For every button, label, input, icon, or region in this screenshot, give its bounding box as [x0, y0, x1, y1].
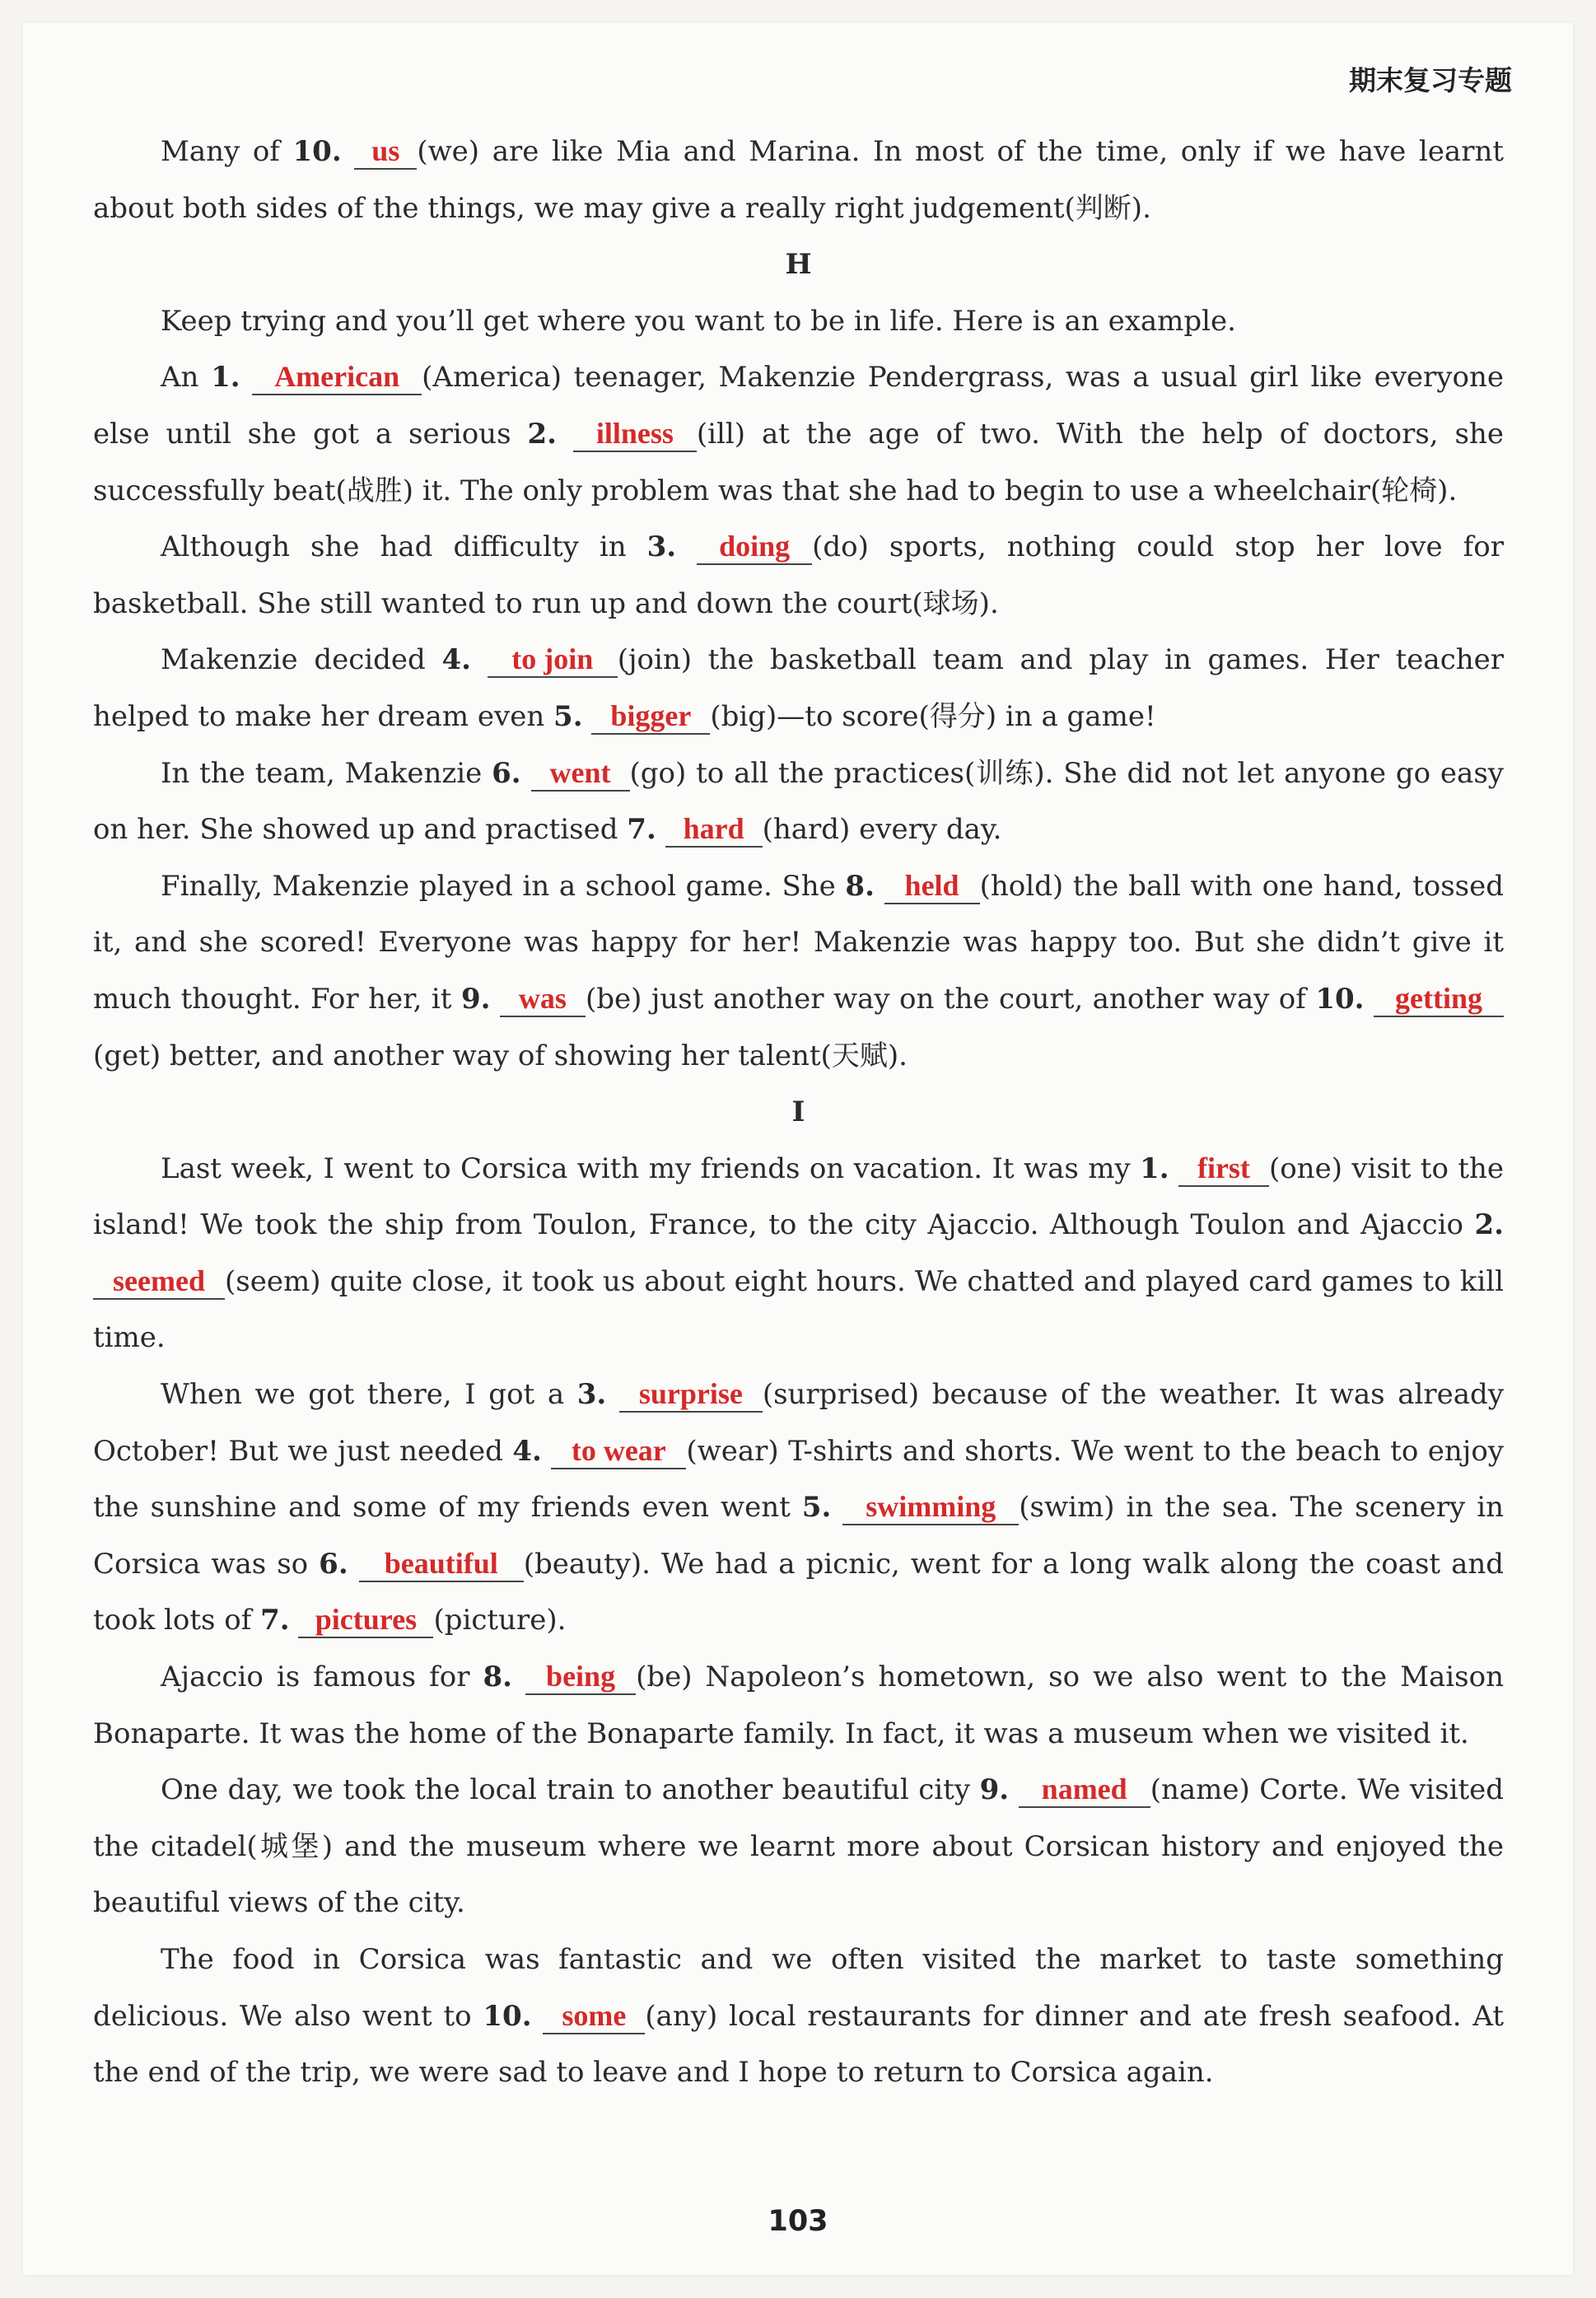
question-number: 6.	[492, 756, 521, 790]
page-number: 103	[768, 2205, 828, 2238]
answer-blank	[1019, 1773, 1150, 1808]
answer-text: was	[518, 981, 567, 1015]
answer-blank	[93, 1264, 225, 1300]
answer-text: getting	[1395, 981, 1482, 1015]
paragraph: Makenzie decided 4. to join (join) the basketball team and play in games. Her teacher helped to make her dream even 5. bigger (big)—to score(得分) in a game!	[93, 642, 1505, 733]
question-number: 5.	[801, 1491, 832, 1525]
answer-blank	[1374, 982, 1504, 1017]
answer-text: American	[274, 360, 400, 394]
question-number: 9.	[979, 1773, 1010, 1807]
question-number: 7.	[627, 813, 656, 847]
paragraph: Last week, I went to Corsica with my friends on vacation. It was my 1. first (one) visit to the island! We took the ship from Toulon, France, to the city Ajaccio. Although Toulon and Ajaccio 2. seemed (seem) quite close, it took us about eight hours. We chatted and played card games to kill time.	[93, 1151, 1505, 1355]
answer-text: doing	[719, 530, 791, 563]
answer-blank	[500, 982, 586, 1017]
question-number: 4.	[512, 1434, 542, 1468]
answer-text: hard	[683, 812, 744, 846]
question-number: 8.	[845, 869, 875, 903]
question-number: 3.	[646, 530, 677, 564]
question-number: 2.	[1474, 1208, 1504, 1242]
question-number: 1.	[1140, 1151, 1169, 1185]
page-header: 期末复习专题	[1349, 64, 1512, 96]
question-number: 10.	[1315, 982, 1365, 1016]
answer-text: to wear	[571, 1433, 666, 1467]
paragraph: Finally, Makenzie played in a school game. She 8. held (hold) the ball with one hand, tossed it, and she scored! Everyone was happy for her! Makenzie was happy too. But she didn’t give it much thought. For her, it 9. was (be) just another way on the court, another way of 10. getting(get) better, and another way of showing her talent(天赋).	[93, 868, 1504, 1072]
paragraph: Keep trying and you’ll get where you want to be in life. Here is an example.	[161, 304, 1236, 338]
answer-text: us	[371, 134, 400, 167]
answer-blank	[298, 1603, 433, 1638]
answer-blank	[619, 1377, 763, 1413]
answer-blank	[842, 1490, 1019, 1525]
answer-blank	[488, 642, 618, 678]
question-number: 1.	[211, 361, 240, 395]
answer-text: to join	[511, 642, 594, 676]
answer-text: swimming	[866, 1490, 996, 1524]
paragraph: In the team, Makenzie 6. went (go) to all the practices(训练). She did not let anyone go easy on her. She showed up and practised 7. hard (hard) every day.	[93, 755, 1504, 847]
answer-blank	[697, 530, 812, 565]
section-heading-i: I	[791, 1095, 805, 1129]
question-number: 4.	[441, 643, 472, 677]
answer-text: seemed	[113, 1263, 205, 1297]
answer-blank	[359, 1547, 524, 1582]
paragraph: Many of 10. us (we) are like Mia and Marina. In most of the time, only if we have learnt about both sides of the things, we may give a really right judgement(判断).	[93, 134, 1505, 225]
answer-text: named	[1041, 1773, 1127, 1806]
question-number: 10.	[483, 1999, 532, 2033]
answer-text: first	[1197, 1151, 1250, 1184]
answer-text: surprise	[638, 1377, 743, 1411]
paragraph: An 1. American (America) teenager, Makenzie Pendergrass, was a usual girl like everyone else until she got a serious 2. illness (ill) at the age of two. With the help of doctors, she successfully beat(战胜) it. The only problem was that she had to begin to use a wheelchair(轮椅).	[93, 360, 1504, 507]
paragraph: When we got there, I got a 3. surprise (surprised) because of the weather. It was already October! But we just needed 4. to wear (wear) T-shirts and shorts. We went to the beach to enjoy the sunshine and some of my friends even went 5. swimming (swim) in the sea. The scenery in Corsica was so 6. beautiful (beauty). We had a picnic, went for a long walk along the coast and took lots of 7. pictures (picture).	[93, 1377, 1505, 1637]
exercise-content	[93, 124, 1504, 2101]
question-number: 10.	[292, 135, 342, 168]
paragraph: The food in Corsica was fantastic and we often visited the market to taste something delicious. We also went to 10. some (any) local restaurants for dinner and ate fresh seafood. At the end of the trip, we were sad to leave and I hope to return to Corsica again.	[93, 1943, 1504, 2090]
question-number: 3.	[576, 1378, 607, 1412]
section-heading-h: H	[785, 248, 812, 282]
answer-blank	[1178, 1151, 1269, 1187]
paragraph: Ajaccio is famous for 8. being (be) Napoleon’s hometown, so we also went to the Maison Bonaparte. It was the home of the Bonaparte family. In fact, it was a museum when we visited it.	[93, 1660, 1504, 1750]
question-number: 2.	[527, 417, 557, 451]
answer-blank	[525, 1660, 636, 1695]
question-number: 8.	[483, 1660, 513, 1694]
answer-blank	[543, 1999, 645, 2034]
answer-blank	[591, 699, 710, 735]
question-number: 6.	[319, 1547, 348, 1581]
answer-text: pictures	[315, 1603, 418, 1637]
answer-text: being	[546, 1660, 616, 1693]
question-number: 5.	[553, 699, 583, 733]
answer-blank	[665, 812, 763, 848]
question-number: 9.	[460, 982, 491, 1016]
answer-text: bigger	[610, 698, 692, 732]
answer-blank	[531, 756, 630, 792]
answer-blank	[551, 1434, 686, 1469]
answer-text: held	[904, 868, 959, 902]
answer-text: some	[562, 1998, 627, 2032]
answer-blank	[884, 869, 980, 904]
paragraph: One day, we took the local train to another beautiful city 9. named (name) Corte. We visited the citadel(城堡) and the museum where we learnt more about Corsican history and enjoyed the beautiful views of the city.	[93, 1773, 1504, 1920]
answer-text: went	[549, 755, 611, 789]
paragraph: Although she had difficulty in 3. doing (do) sports, nothing could stop her love for basketball. She still wanted to run up and down the court(球场).	[93, 530, 1504, 620]
answer-text: illness	[595, 416, 674, 450]
answer-blank	[354, 134, 417, 170]
question-number: 7.	[260, 1604, 290, 1637]
answer-text: beautiful	[384, 1546, 498, 1580]
answer-blank	[252, 360, 422, 395]
answer-blank	[573, 417, 697, 452]
